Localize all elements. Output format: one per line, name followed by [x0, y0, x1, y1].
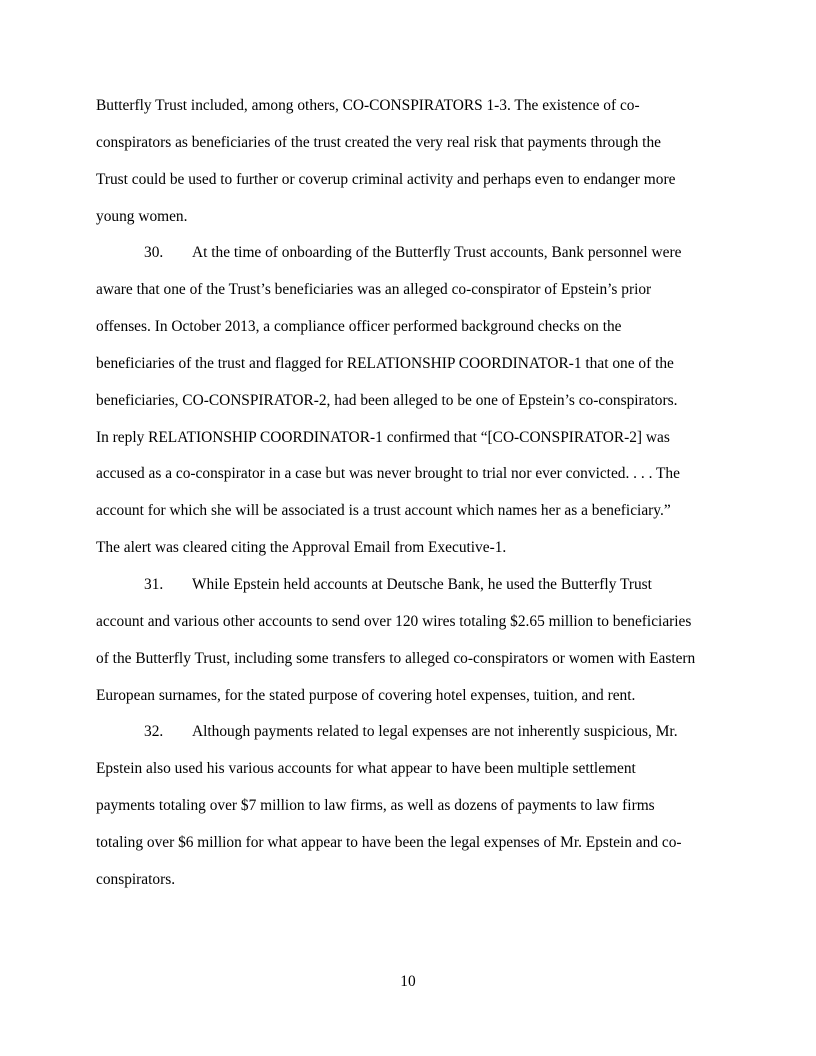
paragraph-30-first-line — [144, 243, 681, 263]
text-line: Butterfly Trust included, among others, CO-CONSPIRATORS 1-3. The existence of co- — [96, 97, 640, 114]
text-line: aware that one of the Trust’s beneficiaries was an alleged co-conspirator of Epstein’s prior — [96, 281, 652, 298]
text-line: While Epstein held accounts at Deutsche Bank, he used the Butterfly Trust — [192, 576, 652, 593]
text-line: offenses. In October 2013, a compliance officer performed background checks on the — [96, 318, 622, 335]
page-number: 10 — [400, 973, 416, 990]
text-line: account for which she will be associated is a trust account which names her as a beneficiary.” — [96, 502, 671, 519]
text-line: of the Butterfly Trust, including some transfers to alleged co-conspirators or women with Eastern — [96, 650, 696, 667]
text-line: The alert was cleared citing the Approval Email from Executive-1. — [96, 539, 507, 556]
paragraph-number: 32. — [144, 723, 164, 740]
text-line: In reply RELATIONSHIP COORDINATOR-1 confirmed that “[CO-CONSPIRATOR-2] was — [96, 429, 670, 446]
text-line: beneficiaries of the trust and flagged for RELATIONSHIP COORDINATOR-1 that one of the — [96, 355, 674, 372]
text-line: totaling over $6 million for what appear to have been the legal expenses of Mr. Epstein and co- — [96, 834, 682, 851]
text-line: At the time of onboarding of the Butterfly Trust accounts, Bank personnel were — [192, 244, 682, 261]
text-line: account and various other accounts to send over 120 wires totaling $2.65 million to beneficiaries — [96, 613, 692, 630]
text-line: payments totaling over $7 million to law firms, as well as dozens of payments to law firms — [96, 797, 655, 814]
text-line: Although payments related to legal expenses are not inherently suspicious, Mr. — [192, 723, 678, 740]
text-line: conspirators as beneficiaries of the trust created the very real risk that payments through the — [96, 134, 661, 151]
text-line: Epstein also used his various accounts for what appear to have been multiple settlement — [96, 760, 636, 777]
paragraph-number: 31. — [144, 576, 164, 593]
paragraph-31-first-line — [144, 575, 652, 595]
text-line: Trust could be used to further or coverup criminal activity and perhaps even to endanger more — [96, 171, 676, 188]
text-line: accused as a co-conspirator in a case but was never brought to trial nor ever convicted. . . . The — [96, 465, 680, 482]
text-line: European surnames, for the stated purpose of covering hotel expenses, tuition, and rent. — [96, 687, 636, 704]
paragraph-32-first-line — [144, 722, 678, 742]
text-line: beneficiaries, CO-CONSPIRATOR-2, had been alleged to be one of Epstein’s co-conspirators. — [96, 392, 678, 409]
paragraph-number: 30. — [144, 244, 164, 261]
text-line: conspirators. — [96, 871, 176, 888]
text-line: young women. — [96, 208, 188, 225]
